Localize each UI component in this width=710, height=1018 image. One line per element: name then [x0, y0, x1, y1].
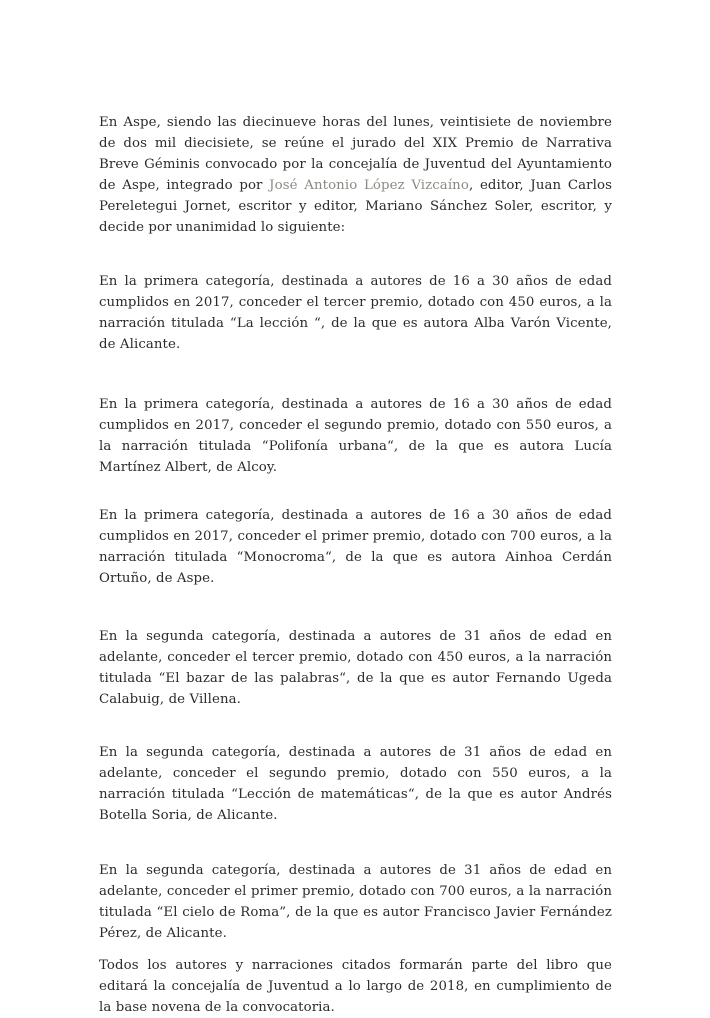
paragraph-category1-third-prize: En la primera categoría, destinada a autores de 16 a 30 años de edad cumplidos en 2017, conceder el tercer premio, dotado con 450 euros, a la narración titulada “La lección “, de la que es autora Alba Varón Vicente, de Alicante.	[99, 274, 612, 352]
jury-member-name: José Antonio López Vizcaíno	[269, 178, 469, 193]
jury-intro-text-pre: En Aspe, siendo las diecinueve horas del lunes, veintisiete de noviembre de dos mil diecisiete, se reúne el jurado del XIX Premio de Narrativa Breve Géminis convocado por la concejalía de Juventud del Ayuntamiento de Aspe, integrado por	[99, 115, 612, 193]
paragraph-jury-intro	[99, 112, 612, 238]
paragraph-category2-third-prize: En la segunda categoría, destinada a autores de 31 años de edad en adelante, conceder el tercer premio, dotado con 450 euros, a la narración titulada “El bazar de las palabras“, de la que es autor Fernando Ugeda Calabuig, de Villena.	[99, 629, 612, 707]
paragraph-category1-second-prize: En la primera categoría, destinada a autores de 16 a 30 años de edad cumplidos en 2017, conceder el segundo premio, dotado con 550 euros, a la narración titulada “Polifonía urbana“, de la que es autora Lucía Martínez Albert, de Alcoy.	[99, 397, 612, 475]
paragraph-closing-book-note: Todos los autores y narraciones citados formarán parte del libro que editará la concejalía de Juventud a lo largo de 2018, en cumplimiento de la base novena de la convocatoria.	[99, 958, 612, 1015]
jury-intro-text-post: , editor, Juan Carlos Pereletegui Jornet, escritor y editor, Mariano Sánchez Soler, escritor, y decide por unanimidad lo siguiente:	[99, 178, 612, 235]
paragraph-category1-first-prize: En la primera categoría, destinada a autores de 16 a 30 años de edad cumplidos en 2017, conceder el primer premio, dotado con 700 euros, a la narración titulada “Monocroma“, de la que es autora Ainhoa Cerdán Ortuño, de Aspe.	[99, 508, 612, 586]
paragraph-category2-second-prize: En la segunda categoría, destinada a autores de 31 años de edad en adelante, conceder el segundo premio, dotado con 550 euros, a la narración titulada “Lección de matemáticas“, de la que es autor Andrés Botella Soria, de Alicante.	[99, 745, 612, 823]
paragraph-category2-first-prize: En la segunda categoría, destinada a autores de 31 años de edad en adelante, conceder el primer premio, dotado con 700 euros, a la narración titulada “El cielo de Roma”, de la que es autor Francisco Javier Fernández Pérez, de Alicante.	[99, 863, 612, 941]
